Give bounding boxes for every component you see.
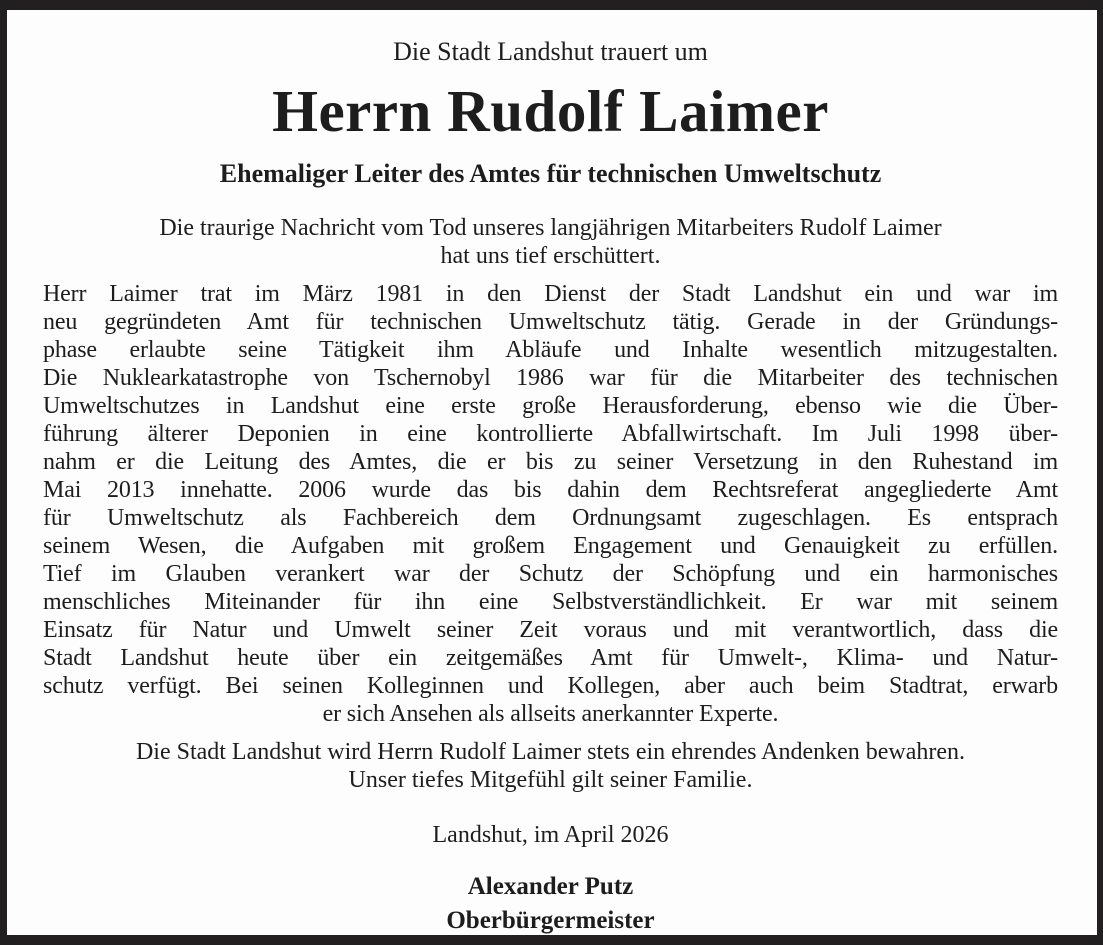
- lead-paragraph: [43, 214, 1058, 270]
- frame-bar-top: [0, 0, 1103, 10]
- text-line: führung älterer Deponien in eine kontrollierte Abfallwirtschaft. Im Juli 1998 über-: [43, 421, 1058, 447]
- dateline: Landshut, im April 2026: [432, 822, 669, 848]
- notice-content: [43, 10, 1058, 935]
- frame-bar-bottom: [0, 935, 1103, 945]
- text-line: schutz verfügt. Bei seinen Kolleginnen und Kollegen, aber auch beim Stadtrat, erwarb: [43, 673, 1058, 699]
- text-line: Umweltschutzes in Landshut eine erste große Herausforderung, ebenso wie die Über-: [43, 393, 1058, 419]
- text-line: phase erlaubte seine Tätigkeit ihm Abläufe und Inhalte wesentlich mitzugestalten.: [43, 337, 1058, 363]
- text-line: hat uns tief erschüttert.: [440, 243, 661, 269]
- text-line: Stadt Landshut heute über ein zeitgemäßes Amt für Umwelt-, Klima- und Natur-: [43, 645, 1058, 671]
- deceased-name-heading: Herrn Rudolf Laimer: [272, 78, 829, 144]
- frame-bar-right: [1097, 0, 1103, 945]
- text-line: neu gegründeten Amt für technischen Umweltschutz tätig. Gerade in der Gründungs-: [43, 309, 1058, 335]
- text-line: menschliches Miteinander für ihn eine Selbstverständlichkeit. Er war mit seinem: [43, 589, 1058, 615]
- text-line: seinem Wesen, die Aufgaben mit großem Engagement und Genauigkeit zu erfüllen.: [43, 533, 1058, 559]
- text-line: Unser tiefes Mitgefühl gilt seiner Familie.: [348, 767, 753, 793]
- text-line: nahm er die Leitung des Amtes, die er bis zu seiner Versetzung in den Ruhestand im: [43, 449, 1058, 475]
- text-line: Einsatz für Natur und Umwelt seiner Zeit voraus und mit verantwortlich, dass die: [43, 617, 1058, 643]
- signature-name: Alexander Putz: [467, 873, 634, 900]
- text-line: Mai 2013 innehatte. 2006 wurde das bis dahin dem Rechtsreferat angegliederte Amt: [43, 477, 1058, 503]
- body-paragraph: [43, 280, 1058, 728]
- frame-bar-left: [0, 0, 7, 945]
- closing-paragraph: [43, 738, 1058, 794]
- text-line: Die Nuklearkatastrophe von Tschernobyl 1986 war für die Mitarbeiter des technischen: [43, 365, 1058, 391]
- text-line: Die traurige Nachricht vom Tod unseres langjährigen Mitarbeiters Rudolf Laimer: [159, 215, 942, 241]
- text-line: für Umweltschutz als Fachbereich dem Ordnungsamt zugeschlagen. Es entsprach: [43, 505, 1058, 531]
- text-line: Tief im Glauben verankert war der Schutz der Schöpfung und ein harmonisches: [43, 561, 1058, 587]
- text-line: Herr Laimer trat im März 1981 in den Dienst der Stadt Landshut ein und war im: [43, 281, 1058, 307]
- deceased-role-subtitle: Ehemaliger Leiter des Amtes für technischen Umweltschutz: [219, 159, 882, 188]
- kicker-line: Die Stadt Landshut trauert um: [393, 37, 708, 66]
- text-line: Die Stadt Landshut wird Herrn Rudolf Laimer stets ein ehrendes Andenken bewahren.: [135, 739, 966, 765]
- text-line: er sich Ansehen als allseits anerkannter Experte.: [322, 701, 779, 727]
- signature-title: Oberbürgermeister: [446, 907, 655, 934]
